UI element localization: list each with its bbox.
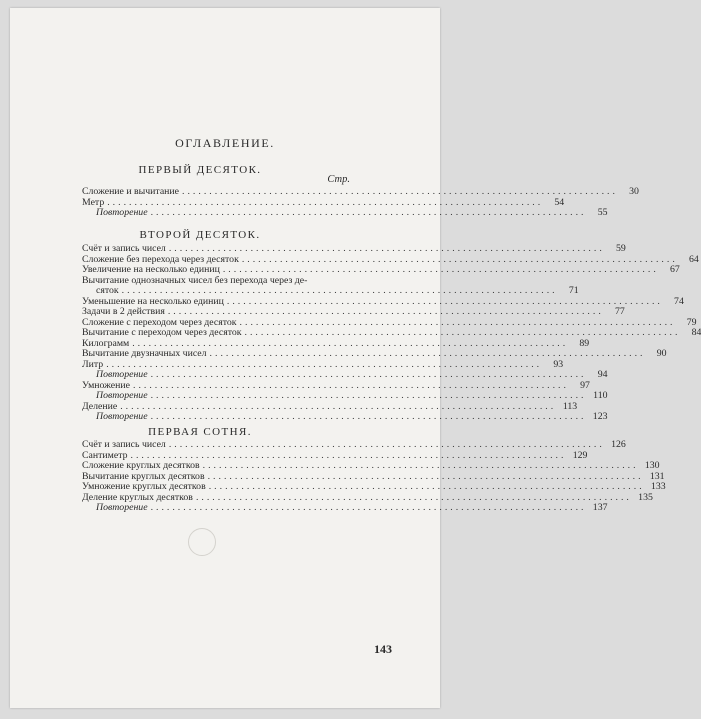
leader-dots: ................................................................................: [132, 337, 569, 349]
toc-entry-page: 123: [592, 411, 608, 422]
toc-entry-page: 130: [644, 460, 660, 471]
toc-entry-page: 94: [597, 369, 608, 380]
toc-entry-page: 133: [650, 481, 666, 492]
leader-dots: ................................................................................: [195, 491, 632, 503]
toc-entry-page: 90: [656, 348, 667, 359]
toc-entry-label: сяток: [96, 285, 119, 296]
toc-entry-label: Сантиметр: [82, 449, 128, 461]
toc-entry: [82, 275, 350, 286]
leader-dots: ................................................................................: [208, 481, 645, 492]
toc-entry: [82, 449, 588, 461]
toc-entry: [82, 379, 590, 391]
leader-dots: ................................................................................: [168, 439, 605, 450]
toc-entry-label: Увеличение на несколько единиц: [82, 264, 220, 275]
toc-entry-page: 74: [674, 295, 684, 307]
toc-entry: [82, 327, 701, 338]
toc-entry-label: Повторение: [96, 411, 148, 422]
toc-entry: [82, 502, 608, 513]
toc-entry-label: Сложение без перехода через десяток: [82, 253, 239, 265]
toc-entry: [82, 470, 665, 482]
leader-dots: ................................................................................: [150, 369, 587, 380]
leader-dots: ................................................................................: [244, 327, 681, 338]
toc-entry: [82, 491, 653, 503]
toc-entry-label: Повторение: [96, 390, 148, 401]
leader-dots: ................................................................................: [120, 400, 557, 412]
toc-entry: [82, 358, 564, 370]
leader-dots: ................................................................................: [150, 390, 587, 401]
toc-entry-page: 113: [562, 400, 578, 412]
toc-entry-label: Деление: [82, 400, 118, 412]
leader-dots: ................................................................................: [130, 449, 567, 461]
toc-entry-label: Задачи в 2 действия: [82, 306, 165, 317]
toc-entry-page: 84: [691, 327, 701, 338]
leader-dots: ................................................................................: [202, 460, 639, 471]
toc-entry-page: 55: [597, 207, 608, 218]
show-through-stamp-mark: [188, 528, 216, 556]
toc-entry: [82, 207, 608, 218]
toc-entry: [82, 390, 608, 401]
toc-entry-page: 54: [554, 196, 565, 208]
toc-entry-label: Вычитание с переходом через десяток: [82, 327, 242, 338]
toc-entry: [82, 295, 684, 307]
toc-entry: [82, 186, 639, 197]
book-page: [10, 8, 701, 708]
leader-dots: ................................................................................: [150, 207, 587, 218]
toc-entry-label: Умножение: [82, 379, 130, 391]
toc-entry: [82, 348, 667, 359]
toc-entry-label: Сложение круглых десятков: [82, 460, 200, 471]
toc-entry-page: 110: [593, 390, 608, 401]
toc-entry-page: 93: [553, 358, 564, 370]
leader-dots: ................................................................................: [106, 358, 543, 370]
toc-entry: [82, 253, 699, 265]
leader-dots: ................................................................................: [168, 243, 605, 254]
toc-entry-page: 30: [629, 186, 639, 197]
page-column-header: Стр.: [327, 174, 350, 185]
toc-entry: [82, 243, 626, 254]
toc-entry: [82, 264, 680, 275]
toc-entry-page: 97: [580, 379, 590, 391]
toc-entry-label: Метр: [82, 196, 105, 208]
toc-entry: [82, 306, 625, 317]
toc-entry-page: 89: [579, 337, 590, 349]
leader-dots: ................................................................................: [121, 285, 558, 296]
toc-entry: [82, 481, 666, 492]
toc-entry-label: Вычитание однозначных чисел без перехода через де-: [82, 274, 308, 286]
toc-entry-page: 79: [686, 316, 697, 328]
toc-entry-label: Вычитание круглых десятков: [82, 470, 205, 482]
leader-dots: ................................................................................: [182, 186, 618, 197]
toc-entry-page: 59: [615, 243, 626, 254]
toc-entry: [82, 285, 579, 296]
toc-entry-label: Повторение: [96, 207, 148, 218]
toc-entry-page: 137: [592, 502, 608, 513]
leader-dots: ................................................................................: [133, 379, 569, 391]
toc-entry-label: Сложение и вычитание: [82, 186, 180, 197]
leader-dots: ................................................................................: [241, 253, 678, 265]
toc-entry-label: Вычитание двузначных чисел: [82, 348, 207, 359]
toc-entry-page: 135: [638, 491, 653, 503]
section-title-first-ten: ПЕРВЫЙ ДЕСЯТОК.: [138, 164, 262, 176]
leader-dots: ................................................................................: [207, 470, 644, 482]
toc-entry-page: 77: [614, 306, 625, 317]
toc-entry-label: Литр: [82, 358, 104, 370]
toc-entry: [82, 460, 660, 471]
toc-entry-page: 131: [649, 470, 665, 482]
toc-entry: [82, 196, 565, 208]
section-title-second-ten: ВТОРОЙ ДЕСЯТОК.: [139, 229, 261, 241]
toc-entry-page: 71: [568, 285, 579, 296]
leader-dots: ................................................................................: [150, 502, 587, 513]
leader-dots: ................................................................................: [226, 295, 663, 307]
toc-entry-label: Уменьшение на несколько единиц: [82, 295, 224, 307]
toc-entry: [82, 439, 626, 450]
toc-entry-page: 126: [611, 439, 626, 450]
toc-entry-label: Повторение: [96, 502, 148, 513]
leader-dots: ................................................................................: [209, 348, 646, 359]
leader-dots: ................................................................................: [107, 196, 544, 208]
leader-dots: ................................................................................: [239, 316, 676, 328]
toc-entry: [82, 411, 608, 422]
toc-entry-label: Повторение: [96, 369, 148, 380]
toc-entry-label: Счёт и запись чисел: [82, 439, 166, 450]
toc-title: ОГЛАВЛЕНИЕ.: [175, 136, 275, 150]
toc-entry-label: Умножение круглых десятков: [82, 481, 206, 492]
leader-dots: ................................................................................: [167, 306, 604, 317]
toc-entry-label: Деление круглых десятков: [82, 491, 193, 503]
toc-entry-label: Килограмм: [82, 337, 130, 349]
toc-entry: [82, 316, 697, 328]
toc-entry-label: Счёт и запись чисел: [82, 243, 166, 254]
toc-entry-label: Сложение с переходом через десяток: [82, 316, 237, 328]
toc-entry: [82, 337, 590, 349]
toc-entry: [82, 369, 608, 380]
toc-entry-page: 129: [572, 449, 588, 461]
section-title-first-hundred: ПЕРВАЯ СОТНЯ.: [148, 426, 252, 438]
toc-entry-page: 64: [688, 253, 699, 265]
leader-dots: ................................................................................: [150, 411, 587, 422]
page-number: 143: [374, 642, 392, 656]
leader-dots: ................................................................................: [222, 264, 659, 275]
toc-entry-page: 67: [669, 264, 680, 275]
toc-entry: [82, 400, 578, 412]
